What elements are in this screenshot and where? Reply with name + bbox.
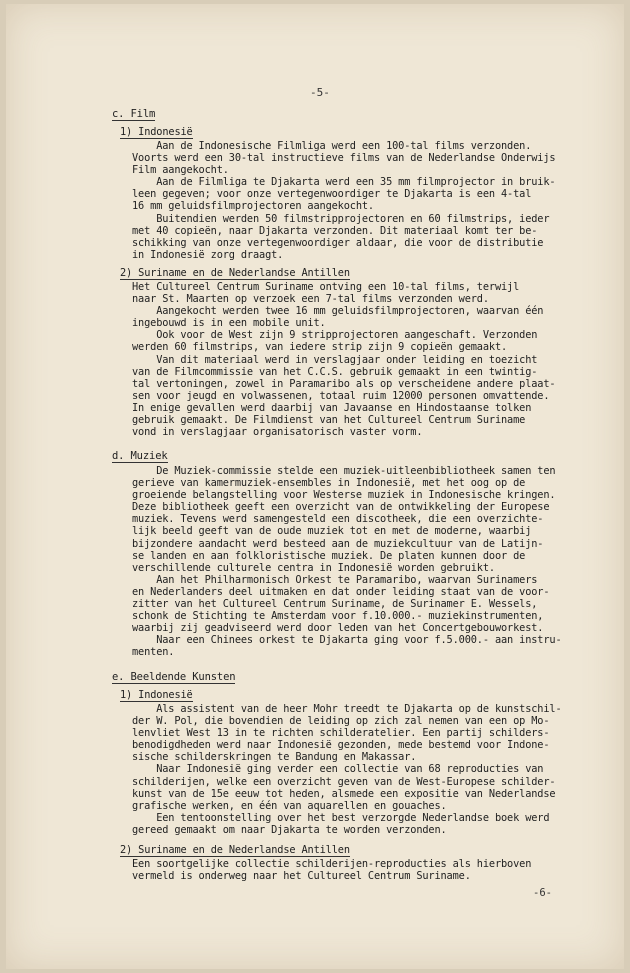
- text-line: Aangekocht werden twee 16 mm geluidsfilmprojectoren, waarvan één: [132, 305, 544, 318]
- text-line: menten.: [132, 646, 175, 659]
- text-line: groeiende belangstelling voor Westerse muziek in Indonesische kringen.: [132, 489, 556, 502]
- text-line: benodigdheden werd naar Indonesië gezonden, mede bestemd voor Indone-: [132, 739, 550, 752]
- text-line: 16 mm geluidsfilmprojectoren aangekocht.: [132, 200, 374, 213]
- text-line: vermeld is onderweg naar het Cultureel Centrum Suriname.: [132, 870, 471, 883]
- text-line: Aan het Philharmonisch Orkest te Paramaribo, waarvan Surinamers: [132, 573, 538, 586]
- text-line: schilderijen, welke een overzicht geven van de West-Europese schilder-: [132, 775, 556, 788]
- page-number: -5-: [310, 86, 330, 99]
- text-line: waarbij zij geadviseerd werd door leden van het Concertgebouworkest.: [132, 622, 544, 635]
- subsection-title: 1) Indonesië: [120, 689, 193, 701]
- text-line: Naar een Chinees orkest te Djakarta ging voor f.5.000.- aan instru-: [132, 634, 562, 647]
- text-line: zitter van het Cultureel Centrum Suriname, de Surinamer E. Wessels,: [132, 598, 538, 611]
- text-line: en Nederlanders deel uitmaken en dat onder leiding staat van de voor-: [132, 585, 550, 598]
- text-line: kunst van de 15e eeuw tot heden, alsmede een expositie van Nederlandse: [132, 787, 556, 800]
- text-line: Film aangekocht.: [132, 164, 229, 177]
- subsection-title: 2) Suriname en de Nederlandse Antillen: [120, 844, 350, 856]
- text-line: Deze bibliotheek geeft een overzicht van de ontwikkeling der Europese: [132, 501, 550, 514]
- text-line: schikking van onze vertegenwoordiger aldaar, die voor de distributie: [132, 236, 544, 249]
- text-line: naar St. Maarten op verzoek een 7-tal films verzonden werd.: [132, 293, 489, 306]
- text-line: gereed gemaakt om naar Djakarta te worden verzonden.: [132, 823, 447, 836]
- text-line: Het Cultureel Centrum Suriname ontving een 10-tal films, terwijl: [132, 281, 520, 293]
- text-line: van de Filmcommissie van het C.C.S. gebruik gemaakt in een twintig-: [132, 365, 538, 378]
- text-line: muziek. Tevens werd samengesteld een discotheek, die een overzichte-: [132, 513, 544, 526]
- text-line: gerieve van kamermuziek-ensembles in Indonesië, met het oog op de: [132, 477, 526, 490]
- text-line: schonk de Stichting te Amsterdam voor f.10.000.- muziekinstrumenten,: [132, 610, 544, 623]
- text-line: In enige gevallen werd daarbij van Javaanse en Hindostaanse tolken: [132, 401, 532, 414]
- text-line: der W. Pol, die bovendien de leiding op zich zal nemen van een op Mo-: [132, 715, 550, 728]
- paragraph-block: [112, 140, 582, 261]
- text-line: Ook voor de West zijn 9 stripprojectoren aangeschaft. Verzonden: [132, 329, 538, 342]
- text-line: De Muziek-commissie stelde een muziek-uitleenbibliotheek samen ten: [132, 465, 556, 477]
- text-line: verschillende culturele centra in Indonesië worden gebruikt.: [132, 561, 495, 574]
- text-line: met 40 copieën, naar Djakarta verzonden. Dit materiaal komt ter be-: [132, 224, 538, 237]
- text-line: tal vertoningen, zowel in Paramaribo als op verscheidene andere plaat-: [132, 377, 556, 390]
- text-line: lijk beeld geeft van de oude muziek tot en met de moderne, waarbij: [132, 525, 532, 538]
- text-line: se landen en aan folkloristische muziek. De platen kunnen door de: [132, 549, 526, 562]
- text-line: Van dit materiaal werd in verslagjaar onder leiding en toezicht: [132, 353, 538, 366]
- text-line: Een tentoonstelling over het best verzorgde Nederlandse boek werd: [132, 811, 550, 824]
- text-line: grafische werken, en één van aquarellen en gouaches.: [132, 799, 447, 812]
- text-line: sen voor jeugd en volwassenen, totaal ruim 12000 personen omvattende.: [132, 389, 550, 402]
- paragraph-block: [112, 281, 582, 438]
- text-line: vond in verslagjaar organisatorisch vaster vorm.: [132, 426, 423, 439]
- text-line: sische schilderskringen te Bandung en Makassar.: [132, 751, 417, 764]
- text-line: Voorts werd een 30-tal instructieve films van de Nederlandse Onderwijs: [132, 152, 556, 165]
- subsection-title: 2) Suriname en de Nederlandse Antillen: [120, 267, 350, 279]
- text-line: lenvliet West 13 in te richten schilderatelier. Een partij schilders-: [132, 727, 550, 740]
- text-line: Aan de Indonesische Filmliga werd een 100-tal films verzonden.: [132, 140, 532, 152]
- text-line: bijzondere aandacht werd besteed aan de muziekcultuur van de Latijn-: [132, 537, 544, 550]
- text-line: ingebouwd is in een mobile unit.: [132, 317, 326, 330]
- text-line: in Indonesië zorg draagt.: [132, 248, 284, 261]
- continuation-marker: -6-: [533, 887, 552, 899]
- section-heading-film: c. Film: [112, 108, 156, 120]
- text-line: Buitendien werden 50 filmstripprojectoren en 60 filmstrips, ieder: [132, 212, 550, 225]
- document-page: [6, 4, 624, 969]
- text-line: Naar Indonesië ging verder een collectie van 68 reproducties van: [132, 763, 544, 776]
- text-line: Een soortgelijke collectie schilderijen-reproducties als hierboven: [132, 858, 532, 870]
- paragraph-block: [112, 465, 582, 659]
- subsection-title: 1) Indonesië: [120, 126, 193, 138]
- paragraph-block: [112, 858, 582, 882]
- text-line: leen gegeven; voor onze vertegenwoordiger te Djakarta is een 4-tal: [132, 188, 532, 201]
- section-heading-muziek: d. Muziek: [112, 450, 168, 462]
- paragraph-block: [112, 703, 582, 836]
- text-line: Aan de Filmliga te Djakarta werd een 35 mm filmprojector in bruik-: [132, 176, 556, 189]
- text-line: Als assistent van de heer Mohr treedt te Djakarta op de kunstschil-: [132, 703, 562, 715]
- section-heading-beeldende-kunsten: e. Beeldende Kunsten: [112, 671, 236, 683]
- text-line: werden 60 filmstrips, van iedere strip zijn 9 copieën gemaakt.: [132, 341, 508, 354]
- text-line: gebruik gemaakt. De Filmdienst van het Cultureel Centrum Suriname: [132, 414, 526, 427]
